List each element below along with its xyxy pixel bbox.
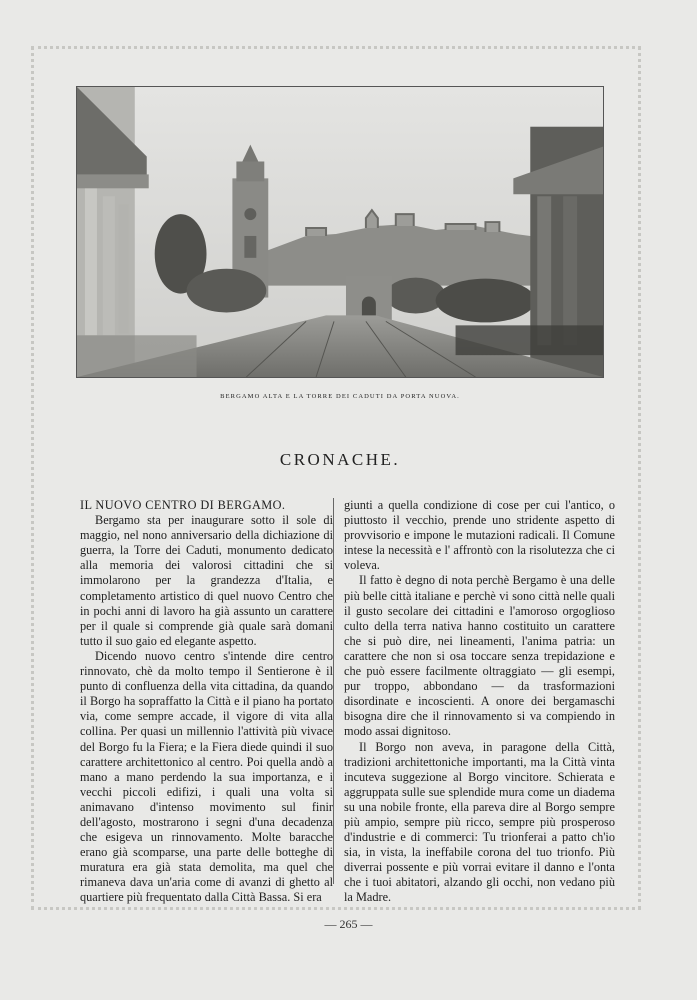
paragraph: Dicendo nuovo centro s'intende dire centro rinnovato, chè da molto tempo il Sentierone è il punto di confluenza della vita cittadina, da quando il Borgo ha sopraffatto la Città e il piano ha portato via, come sempre accade, il vigore di vita alla collina. Per quasi un millennio l'attività più vivace del Borgo fu la Fiera; e la Fiera diede quindi il suo carattere architettonico al centro. Poi quella andò a mano a mano perdendo la sua importanza, e i vecchi piccoli edifizi, i quali una volta si animavano d'intenso movimento sul finir dell'agosto, mostrarono i segni d'una decadenza che esigeva un rinnovamento. Molte baracche erano già scomparse, una parte delle botteghe di muratura era già stata demolita, ma quel che rimaneva dava un'aria come di avanzi di ghetto al quartiere più frequentato dalla Città Bassa. Si era	[80, 648, 333, 905]
paragraph: giunti a quella condizione di cose per cui l'antico, o piuttosto il vecchio, prende uno stridente aspetto di provvisorio e impone le mutazioni radicali. Il Comune intese la necessità e l' affrontò con la risolutezza che ci voleva.	[344, 498, 615, 573]
column-divider	[333, 498, 334, 884]
paragraph: Bergamo sta per inaugurare sotto il sole di maggio, nel nono anniversario della dichiazione di guerra, la Torre dei Caduti, monumento dedicato alla memoria dei valorosi cittadini che si immolarono per la grandezza d'Italia, e completamento artistico di quel nuovo Centro che in pochi anni di lavoro ha già assunto un carattere per il quale si comprende già quale sarà domani tutto il suo gaio ed elegante aspetto.	[80, 513, 333, 648]
article-column-right	[344, 498, 615, 906]
photo-caption: BERGAMO ALTA E LA TORRE DEI CADUTI DA PORTA NUOVA.	[220, 393, 460, 400]
page-number: — 265 —	[324, 917, 373, 931]
article-column-left	[80, 498, 333, 906]
paragraph: Il fatto è degno di nota perchè Bergamo è una delle più belle città italiane e perchè vi sono città nelle quali il gusto secolare dei cittadini e l'amoroso orgoglioso culto della terra nativa hanno costituito un carattere che si può dire, nei lineamenti, l'anima patria: un carattere che non si osa toccare senza trepidazione e che può essere facilmente oltraggiato — gli esempi, pur troppo, abbondano — da trasformazioni disordinate e incoscienti. A onore dei bergamaschi bisogna dire che il rinnovamento si va compiendo in modo assai dignitoso.	[344, 573, 615, 739]
paragraph: Il Borgo non aveva, in paragone della Città, tradizioni architettoniche importanti, ma la Città vinta incuteva suggezione al Borgo vincitore. Schierata e aggruppata sulle sue splendide mura come un diadema su una nobile fronte, ella pareva dire al Borgo sempre più ampio, sempre più ricco, sempre più prosperoso d'industrie e di commerci: Tu trionferai a patto ch'io sia, in vista, la ineffabile corona del tuo trionfo. Più diverrai possente e più vorrai evitare il danno e l'onta che i tuoi abitatori, alzando gli occhi, non vedano più la Madre.	[344, 739, 615, 905]
photograph-bergamo	[76, 86, 604, 378]
section-heading: CRONACHE.	[279, 450, 401, 469]
article-title: IL NUOVO CENTRO DI BERGAMO.	[80, 498, 286, 512]
